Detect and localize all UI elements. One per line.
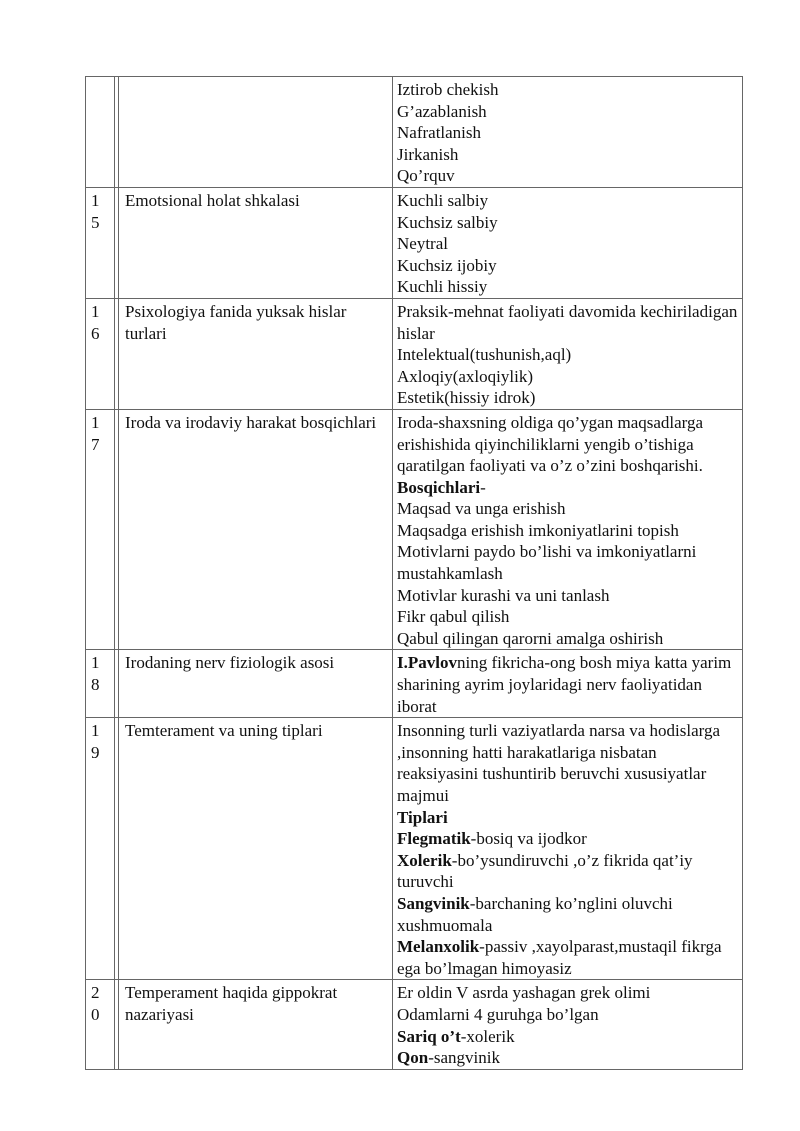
row-number: 2 0 xyxy=(86,980,115,1069)
term-cell xyxy=(119,77,393,188)
definition-cell: Er oldin V asrda yashagan grek olimi Odamlarni 4 guruhga bo’lgan Sariq o’t-xolerik Qon-sangvinik xyxy=(393,980,743,1069)
term-cell: Iroda va irodaviy harakat bosqichlari xyxy=(119,409,393,650)
table-row xyxy=(86,298,743,409)
term-cell: Temperament haqida gippokrat nazariyasi xyxy=(119,980,393,1069)
table-row xyxy=(86,980,743,1069)
table-row xyxy=(86,187,743,298)
definition-cell: Iztirob chekish G’azablanish Nafratlanish Jirkanish Qo’rquv xyxy=(393,77,743,188)
bold-label: Sariq o’t xyxy=(397,1026,461,1046)
table-row xyxy=(86,718,743,980)
bold-heading: Tiplari xyxy=(397,807,448,827)
bold-label: I.Pavlov xyxy=(397,653,457,673)
row-number xyxy=(86,77,115,188)
row-number: 1 8 xyxy=(86,650,115,718)
table-row xyxy=(86,409,743,650)
row-number: 1 7 xyxy=(86,409,115,650)
bold-label: Xolerik xyxy=(397,850,452,870)
bold-label: Qon xyxy=(397,1048,429,1068)
row-number: 1 6 xyxy=(86,298,115,409)
definition-cell: Praksik-mehnat faoliyati davomida kechiriladigan hislar Intelektual(tushunish,aql) Axloqiy(axloqiylik) Estetik(hissiy idrok) xyxy=(393,298,743,409)
bold-label: Sangvinik xyxy=(397,893,470,913)
definition-cell: I.Pavlovning fikricha-ong bosh miya katta yarim sharining ayrim joylaridagi nerv faoliyatidan iborat xyxy=(393,650,743,718)
bold-label: Melanxolik xyxy=(397,937,480,957)
definition-cell: Iroda-shaxsning oldiga qo’ygan maqsadlarga erishishida qiyinchiliklarni yengib o’tishiga qaratilgan faoliyati va o’z o’zini boshqarishi. Bosqichlari- Maqsad va unga erishish Maqsadga erishish imkoniyatlarini topish Motivlarni paydo bo’lishi va imkoniyatlarni mustahkamlash Motivlar kurashi va uni tanlash Fikr qabul qilish Qabul qilingan qarorni amalga oshirish xyxy=(393,409,743,650)
bold-label: Bosqichlari xyxy=(397,477,481,497)
table-row xyxy=(86,77,743,188)
psychology-table xyxy=(85,76,743,1070)
row-number: 1 9 xyxy=(86,718,115,980)
term-cell: Irodaning nerv fiziologik asosi xyxy=(119,650,393,718)
definition-cell: Insonning turli vaziyatlarda narsa va hodislarga ,insonning hatti harakatlariga nisbatan reaksiyasini tushuntirib beruvchi xususiyatlar majmui Tiplari Flegmatik-bosiq va ijodkor Xolerik-bo’ysundiruvchi ,o’z fikrida qat’iy turuvchi Sangvinik-barchaning ko’nglini oluvchi xushmuomala Melanxolik-passiv ,xayolparast,mustaqil fikrga ega bo’lmagan himoyasiz xyxy=(393,718,743,980)
term-cell: Psixologiya fanida yuksak hislar turlari xyxy=(119,298,393,409)
row-number: 1 5 xyxy=(86,187,115,298)
term-cell: Temterament va uning tiplari xyxy=(119,718,393,980)
table-row xyxy=(86,650,743,718)
term-cell: Emotsional holat shkalasi xyxy=(119,187,393,298)
bold-label: Flegmatik xyxy=(397,829,471,849)
document-page xyxy=(85,76,743,1070)
definition-cell: Kuchli salbiy Kuchsiz salbiy Neytral Kuchsiz ijobiy Kuchli hissiy xyxy=(393,187,743,298)
